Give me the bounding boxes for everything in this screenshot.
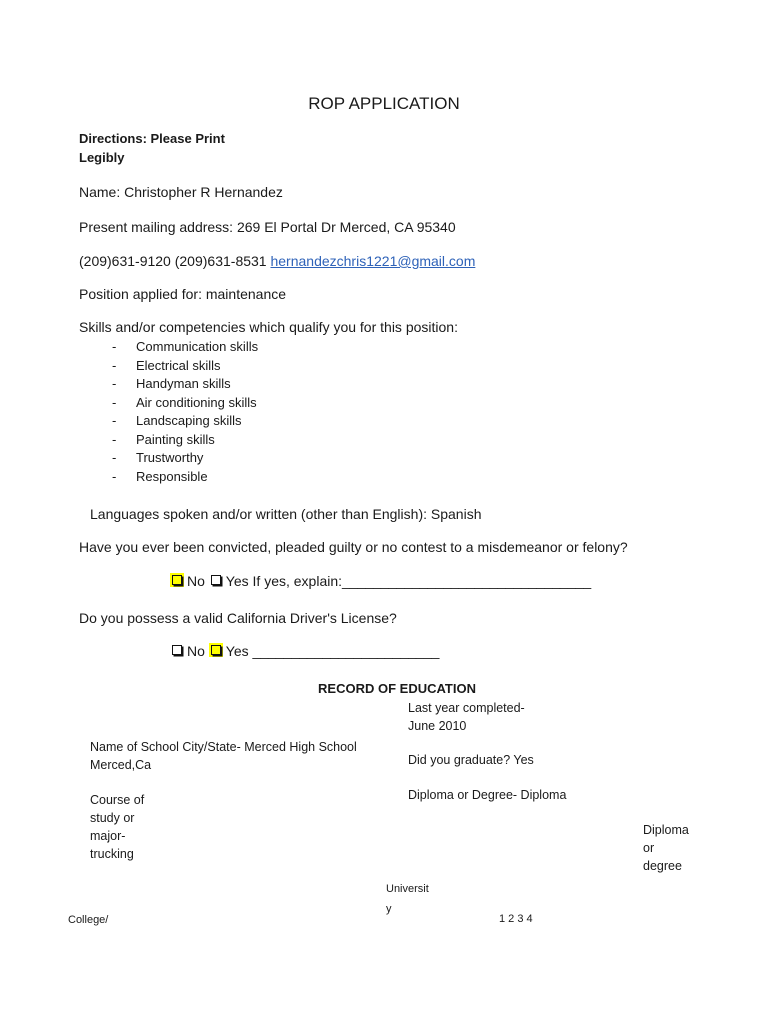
conviction-question: Have you ever been convicted, pleaded guilty or no contest to a misdemeanor or felony? <box>79 539 628 555</box>
list-item: - Handyman skills <box>112 376 231 391</box>
position-line: Position applied for: maintenance <box>79 286 287 302</box>
checkbox-conviction-yes[interactable] <box>209 573 223 587</box>
conviction-answer <box>170 573 591 589</box>
license-question: Do you possess a valid California Driver's License? <box>79 610 397 626</box>
list-item: - Communication skills <box>112 339 259 354</box>
years-attended: 1 2 3 4 <box>499 913 533 925</box>
document-title: ROP APPLICATION <box>308 94 460 113</box>
name-line: Name: Christopher R Hernandez <box>79 184 283 200</box>
checkbox-license-no[interactable] <box>170 643 184 657</box>
address-line: Present mailing address: 269 El Portal Dr Merced, CA 95340 <box>79 219 456 235</box>
skills-heading: Skills and/or competencies which qualify you for this position: <box>79 319 458 335</box>
checkbox-conviction-no[interactable] <box>170 573 184 587</box>
list-item: - Painting skills <box>112 431 215 447</box>
course-of-study: Course of study or major- trucking <box>90 793 145 861</box>
directions-text: Directions: Please Print Legibly <box>79 131 225 165</box>
phone-numbers: (209)631-9120 (209)631-8531 <box>79 253 267 269</box>
last-year-completed: Last year completed- June 2010 <box>408 701 525 733</box>
checkbox-license-yes[interactable] <box>209 643 223 657</box>
list-item: - Trustworthy <box>112 450 204 465</box>
option-yes-label: Yes ________________________ <box>225 643 440 659</box>
list-item: - Electrical skills <box>112 357 221 373</box>
university-label: Universit y <box>386 883 429 915</box>
graduate-answer: Did you graduate? Yes <box>408 753 534 767</box>
college-label: College/ <box>68 914 109 926</box>
email-link[interactable]: hernandezchris1221@gmail.com <box>270 253 476 269</box>
contact-line <box>79 253 475 269</box>
option-yes-label: Yes If yes, explain:________________________________ <box>225 573 592 589</box>
license-answer <box>170 643 439 659</box>
school-name: Name of School City/State- Merced High School Merced,Ca <box>90 740 357 772</box>
diploma-degree-column: Diploma or degree <box>643 823 689 873</box>
diploma-answer: Diploma or Degree- Diploma <box>408 788 567 802</box>
skills-list <box>112 338 258 486</box>
list-item: - Responsible <box>112 468 208 484</box>
list-item: - Air conditioning skills <box>112 394 257 410</box>
education-heading: RECORD OF EDUCATION <box>318 681 476 696</box>
option-no-label: No <box>187 643 205 659</box>
languages-line: Languages spoken and/or written (other than English): Spanish <box>90 506 482 522</box>
option-no-label: No <box>187 573 205 589</box>
list-item: - Landscaping skills <box>112 413 242 428</box>
